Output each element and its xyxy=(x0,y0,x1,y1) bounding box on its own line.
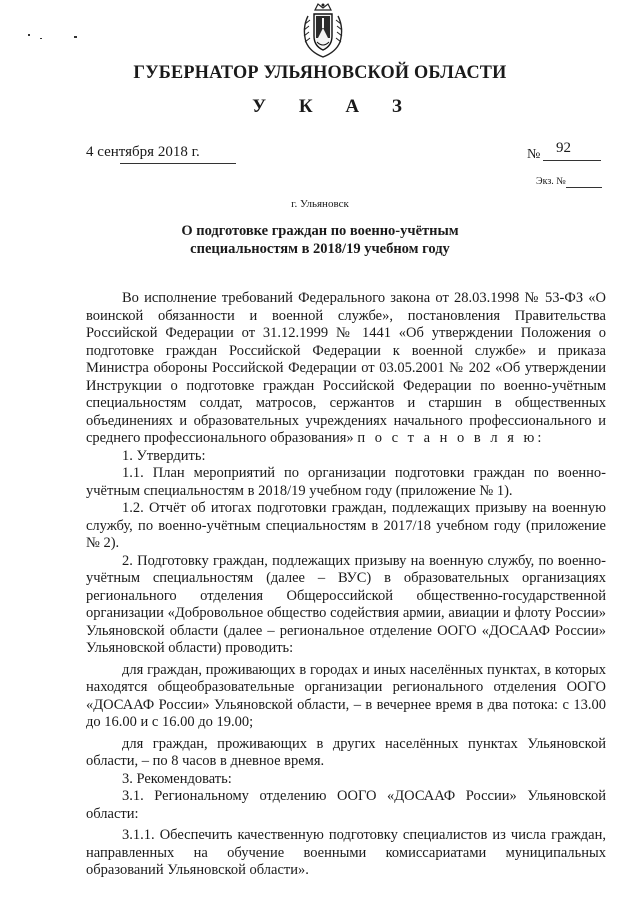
item-3: 3. Рекомендовать: xyxy=(122,770,232,787)
item-2: 2. Подготовку граждан, подлежащих призыву на военную службу, по военно-учётным специальностям (далее – ВУС) в образовательных организациях регионального отделения Общероссийской общественно-государственной организации «Добровольное общество содействия армии, авиации и флоту России» Ульяновской области (далее – региональное отделение ООГО «ДОСААФ России» Ульяновской области) проводить: xyxy=(86,552,606,656)
decree-title xyxy=(0,222,640,258)
coat-of-arms-icon xyxy=(300,2,346,60)
decree-word: п о с т а н о в л я ю: xyxy=(357,430,545,446)
item-2-a: для граждан, проживающих в городах и иных населённых пунктах, в которых находятся общеобразовательные организации регионального отделения ООГО «ДОСААФ России» Ульяновской области, – в вечернее время в два потока: с 13.00 до 16.00 и с 16.00 до 19.00; xyxy=(86,661,606,730)
item-1-1: 1.1. План мероприятий по организации подготовки граждан по военно-учётным специальностям в 2018/19 учебном году (приложение № 1). xyxy=(86,465,606,499)
city: г. Ульяновск xyxy=(291,198,349,210)
scan-speck xyxy=(28,34,30,36)
item-1: 1. Утвердить: xyxy=(122,447,206,464)
decree-body xyxy=(86,290,606,880)
intro-text: Во исполнение требований Федерального закона от 28.03.1998 № 53-ФЗ «О воинской обязанности и военной службе», постановления Правительства Российской Федерации от 31.12.1999 № 1441 «Об утверждении Положения о подготовке граждан Российской Федерации к военной службе» и приказа Министра обороны Российской Федерации от 03.05.2001 № 202 «Об утверждении Инструкции о подготовке граждан Российской Федерации по военно-учётным специальностям солдат, матросов, сержантов и старшин в общественных объединениях и образовательных учреждениях начального профессионального и среднего профессионального образования» xyxy=(86,290,606,446)
item-3-1: 3.1. Региональному отделению ООГО «ДОСААФ России» Ульяновской области: xyxy=(86,788,606,822)
issuing-authority: ГУБЕРНАТОР УЛЬЯНОВСКОЙ ОБЛАСТИ xyxy=(133,62,507,83)
title-line-2: специальностям в 2018/19 учебном году xyxy=(190,241,450,257)
title-line-1: О подготовке граждан по военно-учётным xyxy=(181,223,459,239)
item-3-1-1: 3.1.1. Обеспечить качественную подготовку специалистов из числа граждан, направленных на обучение военными комиссариатами муниципальных образований Ульяновской области». xyxy=(86,827,606,878)
number-underline xyxy=(543,160,601,161)
intro-paragraph xyxy=(86,290,606,448)
scan-speck xyxy=(74,36,77,38)
scan-speck xyxy=(40,38,42,39)
date-underline xyxy=(120,163,236,164)
item-2-b: для граждан, проживающих в других населённых пунктах Ульяновской области, – по 8 часов в дневное время. xyxy=(86,735,606,769)
number-sign: № xyxy=(527,147,541,162)
decree-date: 4 сентября 2018 г. xyxy=(86,144,200,160)
document-type: У К А З xyxy=(252,96,416,117)
copy-number-label: Экз. № xyxy=(536,176,566,187)
decree-number: 92 xyxy=(556,140,571,156)
copy-number-underline xyxy=(566,187,602,188)
item-1-2: 1.2. Отчёт об итогах подготовки граждан, подлежащих призыву на военную службу, по военно-учётным специальностям в 2017/18 учебном году (приложение № 2). xyxy=(86,500,606,551)
